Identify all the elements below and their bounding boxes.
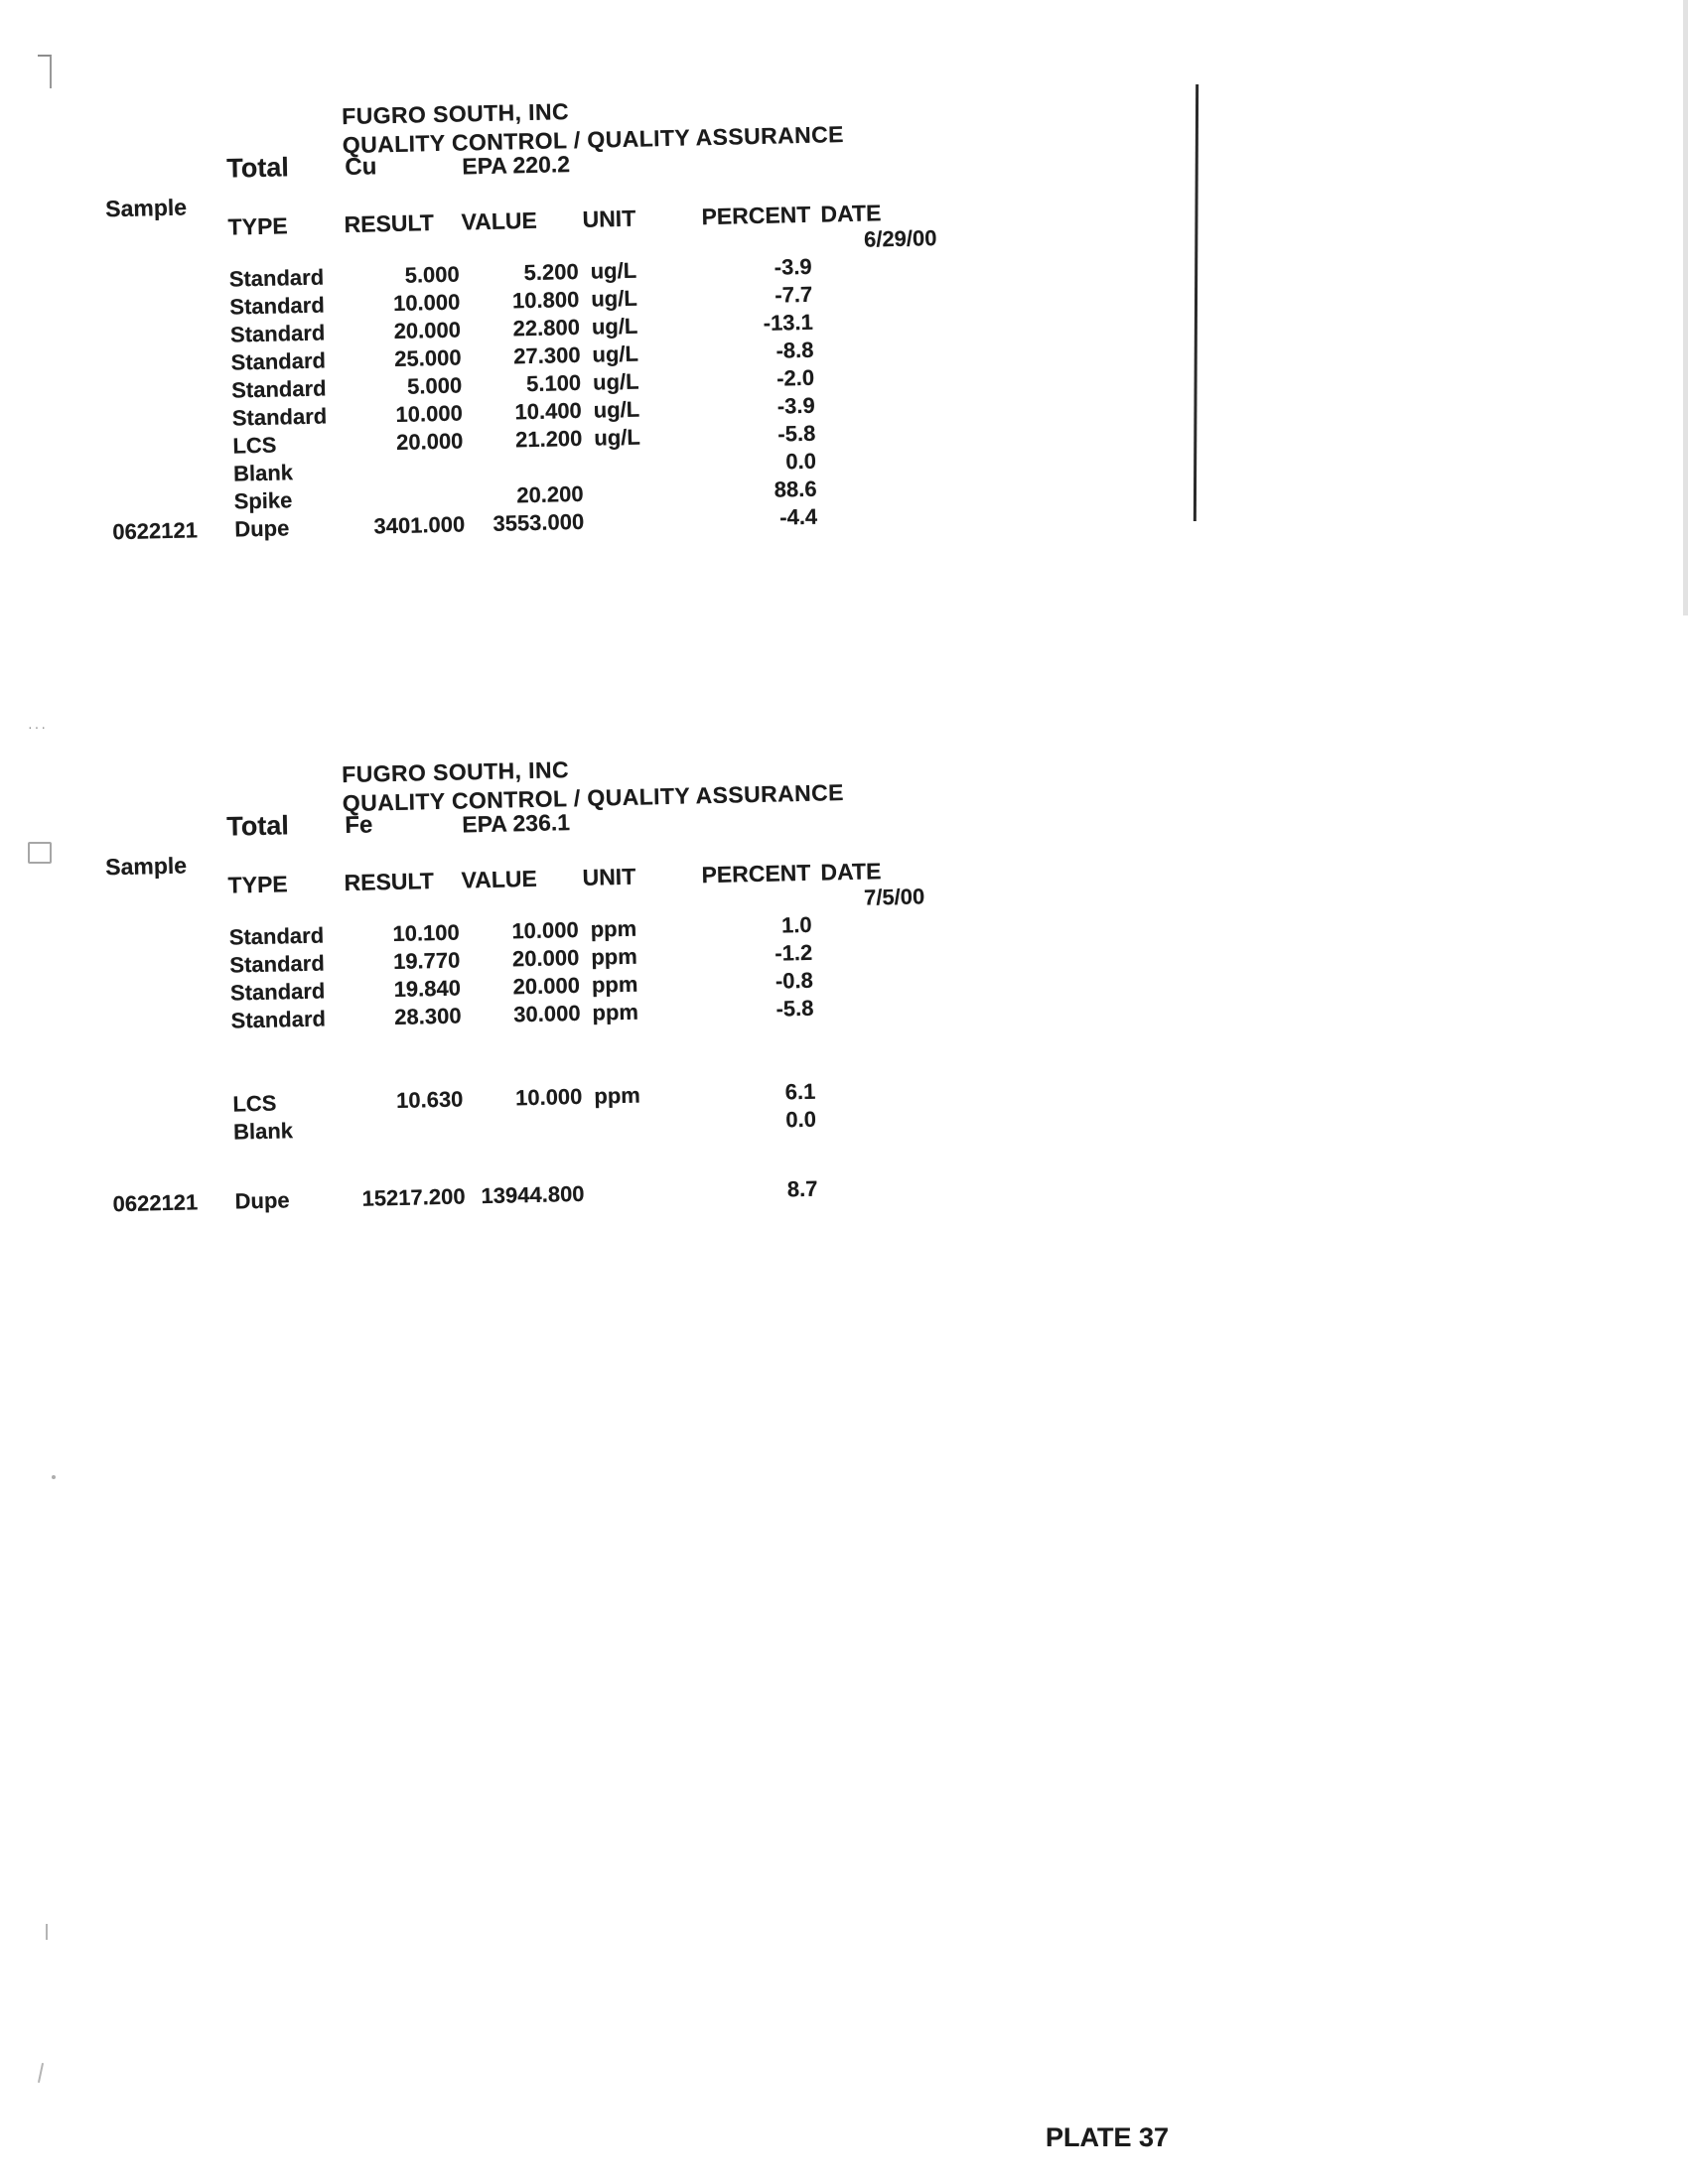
cell-unit: ppm bbox=[591, 971, 638, 998]
cell-type: LCS bbox=[232, 1090, 277, 1117]
scan-artifact-tick bbox=[46, 1924, 48, 1940]
cell-percent: 8.7 bbox=[786, 1175, 818, 1202]
cell-type: Standard bbox=[228, 264, 325, 292]
cell-result: 19.770 bbox=[392, 947, 461, 975]
cell-percent: -3.9 bbox=[776, 392, 815, 419]
cell-result: 10.000 bbox=[392, 289, 461, 317]
cell-value: 3553.000 bbox=[492, 508, 585, 536]
scan-artifact-corner-mark bbox=[38, 55, 52, 88]
analysis-date: 7/5/00 bbox=[863, 884, 925, 910]
cell-result: 10.100 bbox=[392, 919, 460, 947]
analyte-name: Fe bbox=[345, 811, 373, 840]
cell-unit: ug/L bbox=[590, 257, 637, 284]
analyte-name: Cu bbox=[345, 153, 377, 182]
cell-result: 20.000 bbox=[393, 317, 462, 344]
cell-value: 20.000 bbox=[511, 944, 580, 972]
company-name: FUGRO SOUTH, INC bbox=[341, 756, 570, 788]
cell-sample bbox=[107, 925, 216, 927]
cell-value: 10.000 bbox=[511, 916, 579, 944]
plate-number: PLATE 37 bbox=[1046, 2122, 1170, 2152]
cell-result: 5.000 bbox=[406, 372, 463, 399]
report-subtitle: QUALITY CONTROL / QUALITY ASSURANCE bbox=[342, 779, 845, 817]
cell-value: 27.300 bbox=[512, 341, 581, 369]
total-label: Total bbox=[226, 152, 290, 184]
cell-result: 20.000 bbox=[395, 428, 464, 455]
scan-artifact-speck bbox=[52, 1475, 56, 1479]
cell-percent: 1.0 bbox=[780, 911, 812, 938]
column-header-unit: UNIT bbox=[582, 205, 636, 232]
epa-method: EPA 236.1 bbox=[462, 809, 571, 838]
cell-value: 30.000 bbox=[512, 1000, 581, 1027]
cell-type: Dupe bbox=[234, 1187, 290, 1214]
column-header-value: VALUE bbox=[461, 865, 538, 893]
cell-unit: ug/L bbox=[592, 368, 639, 395]
column-header-date: DATE bbox=[820, 200, 882, 227]
cell-type: Standard bbox=[229, 292, 325, 320]
cell-percent: -5.8 bbox=[777, 420, 816, 447]
cell-value: 10.000 bbox=[514, 1083, 583, 1111]
qc-table-rows bbox=[107, 911, 871, 1324]
cell-sample: 0622121 bbox=[112, 517, 199, 545]
sample-column-label: Sample bbox=[104, 194, 188, 222]
scan-artifact-dots: ··· bbox=[28, 719, 48, 735]
cell-percent: -2.0 bbox=[775, 364, 815, 391]
cell-unit: ppm bbox=[590, 915, 637, 942]
column-header-type: TYPE bbox=[227, 871, 288, 898]
cell-unit: ug/L bbox=[593, 396, 640, 423]
cell-result: 10.000 bbox=[395, 400, 464, 427]
total-label: Total bbox=[226, 810, 290, 842]
column-header-value: VALUE bbox=[461, 206, 538, 235]
cell-value: 20.000 bbox=[512, 972, 581, 1000]
cell-type: Standard bbox=[230, 347, 327, 375]
cell-type: Spike bbox=[233, 487, 293, 514]
cell-value: 20.200 bbox=[516, 480, 584, 508]
cell-type: Blank bbox=[232, 1118, 294, 1145]
cell-sample bbox=[107, 267, 216, 269]
cell-percent: -5.8 bbox=[775, 995, 814, 1022]
cell-value: 21.200 bbox=[514, 425, 583, 453]
cell-result: 3401.000 bbox=[373, 511, 466, 539]
qc-section-fe bbox=[0, 728, 1281, 1272]
cell-value: 13944.800 bbox=[481, 1180, 585, 1209]
cell-percent: -3.9 bbox=[774, 253, 812, 280]
cell-type: Standard bbox=[231, 403, 328, 431]
company-name: FUGRO SOUTH, INC bbox=[341, 98, 570, 130]
scan-artifact-edge-shadow bbox=[1683, 0, 1688, 615]
qc-section-cu bbox=[0, 69, 1281, 614]
cell-type: LCS bbox=[232, 432, 277, 459]
cell-percent: 0.0 bbox=[785, 448, 817, 475]
cell-result: 5.000 bbox=[404, 261, 460, 288]
cell-percent: -8.8 bbox=[775, 337, 814, 363]
cell-type: Standard bbox=[228, 922, 325, 950]
cell-value: 22.800 bbox=[512, 314, 581, 341]
qc-table-rows bbox=[107, 253, 871, 666]
cell-result: 15217.200 bbox=[361, 1183, 466, 1211]
cell-percent: -13.1 bbox=[763, 309, 814, 336]
cell-type: Dupe bbox=[234, 515, 290, 542]
cell-result: 10.630 bbox=[395, 1086, 464, 1113]
cell-percent: 88.6 bbox=[774, 476, 817, 502]
cell-percent: 6.1 bbox=[784, 1078, 816, 1105]
cell-unit: ppm bbox=[594, 1082, 641, 1109]
cell-type: Standard bbox=[230, 375, 327, 403]
column-header-result: RESULT bbox=[344, 209, 435, 238]
cell-unit: ppm bbox=[591, 943, 638, 970]
cell-type: Standard bbox=[229, 320, 326, 347]
cell-result: 25.000 bbox=[394, 344, 462, 371]
cell-type: Standard bbox=[229, 950, 325, 978]
cell-percent: 0.0 bbox=[785, 1106, 817, 1133]
cell-type: Standard bbox=[229, 978, 326, 1006]
report-subtitle: QUALITY CONTROL / QUALITY ASSURANCE bbox=[342, 121, 845, 159]
cell-type: Standard bbox=[230, 1006, 327, 1033]
cell-unit: ug/L bbox=[591, 285, 638, 312]
column-header-date: DATE bbox=[820, 858, 882, 886]
cell-sample: 0622121 bbox=[112, 1189, 199, 1217]
cell-percent: -7.7 bbox=[774, 281, 813, 308]
cell-percent: -1.2 bbox=[774, 939, 813, 966]
analysis-date: 6/29/00 bbox=[863, 225, 937, 252]
cell-type: Blank bbox=[232, 460, 294, 486]
sample-column-label: Sample bbox=[104, 852, 188, 881]
cell-percent: -4.4 bbox=[778, 503, 818, 530]
column-header-unit: UNIT bbox=[582, 863, 636, 890]
cell-result: 19.840 bbox=[393, 975, 462, 1003]
cell-unit: ug/L bbox=[591, 313, 638, 340]
cell-unit: ug/L bbox=[592, 341, 639, 367]
column-header-percent: PERCENT bbox=[701, 201, 811, 230]
cell-unit: ppm bbox=[592, 999, 639, 1025]
epa-method: EPA 220.2 bbox=[462, 151, 571, 180]
column-header-type: TYPE bbox=[227, 212, 288, 240]
cell-value: 10.400 bbox=[514, 397, 583, 425]
cell-value: 10.800 bbox=[511, 286, 580, 314]
column-header-percent: PERCENT bbox=[701, 859, 811, 888]
column-header-result: RESULT bbox=[344, 868, 435, 896]
cell-unit: ug/L bbox=[594, 424, 641, 451]
scan-artifact-tick bbox=[38, 2063, 44, 2083]
cell-value: 5.100 bbox=[525, 369, 582, 397]
cell-value: 5.200 bbox=[523, 258, 579, 286]
cell-result: 28.300 bbox=[394, 1003, 462, 1029]
cell-percent: -0.8 bbox=[774, 967, 814, 994]
